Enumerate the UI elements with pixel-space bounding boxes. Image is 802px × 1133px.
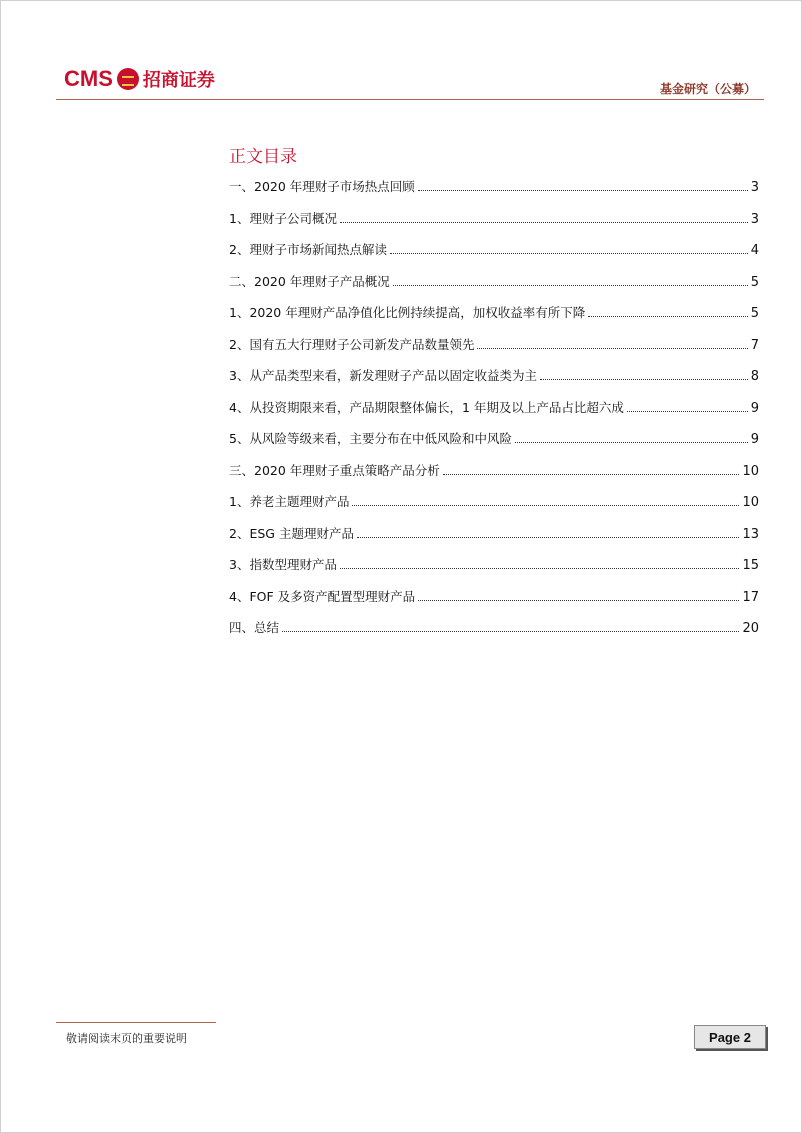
toc-entry-text: 2、ESG 主题理财产品 [229, 525, 354, 541]
toc-leader-dots [588, 316, 747, 317]
toc-leader-dots [627, 411, 748, 412]
toc-entry[interactable] [229, 177, 759, 209]
toc-entry-page: 9 [750, 400, 759, 416]
toc-entry-page: 10 [742, 495, 759, 510]
toc-entry[interactable] [229, 555, 759, 587]
toc-entry-page: 4 [750, 243, 759, 258]
toc-entry-text: 2、国有五大行理财子公司新发产品数量领先 [229, 336, 475, 352]
toc-leader-dots [540, 379, 748, 380]
toc-entry-page: 9 [750, 432, 759, 447]
toc-entry-text: 3、从产品类型来看，新发理财子产品以固定收益类为主 [229, 368, 537, 383]
toc-entry-page: 3 [750, 180, 759, 195]
table-of-contents [229, 177, 759, 650]
toc-entry[interactable] [229, 366, 759, 398]
toc-entry-page: 8 [750, 369, 759, 384]
toc-entry[interactable] [229, 272, 759, 304]
logo-chinese-name: 招商证券 [142, 70, 215, 91]
toc-entry[interactable] [229, 461, 759, 493]
toc-entry[interactable] [229, 335, 759, 367]
toc-entry-text: 3、指数型理财产品 [229, 557, 337, 572]
toc-leader-dots [282, 631, 739, 632]
page-number-badge: Page 2 [694, 1025, 766, 1049]
toc-entry-text: 4、FOF 及多资产配置型理财产品 [229, 588, 416, 604]
toc-entry[interactable] [229, 398, 759, 430]
toc-leader-dots [340, 568, 739, 569]
toc-leader-dots [390, 253, 748, 254]
toc-entry-page: 17 [742, 589, 759, 605]
toc-entry[interactable] [229, 524, 759, 556]
toc-entry-text: 二、2020 年理财子产品概况 [229, 273, 390, 289]
disclaimer-note: 敬请阅读末页的重要说明 [66, 1032, 187, 1045]
company-logo [64, 66, 215, 92]
toc-entry-page: 10 [742, 463, 759, 479]
footer-divider [56, 1022, 216, 1023]
toc-leader-dots [418, 190, 748, 191]
section-label: 基金研究（公募） [659, 82, 756, 96]
logo-badge-icon [117, 68, 139, 90]
toc-entry-page: 13 [742, 526, 759, 542]
toc-entry-page: 20 [742, 621, 759, 636]
toc-entry-page: 5 [750, 274, 759, 290]
toc-entry[interactable] [229, 240, 759, 272]
toc-entry[interactable] [229, 303, 759, 335]
toc-entry[interactable] [229, 209, 759, 241]
toc-entry-text: 三、2020 年理财子重点策略产品分析 [229, 462, 440, 478]
toc-entry-text: 一、2020 年理财子市场热点回顾 [229, 179, 415, 194]
toc-entry-text: 1、2020 年理财产品净值化比例持续提高，加权收益率有所下降 [229, 305, 586, 320]
toc-entry[interactable] [229, 492, 759, 524]
toc-leader-dots [418, 600, 739, 601]
toc-entry-text: 5、从风险等级来看，主要分布在中低风险和中风险 [229, 431, 512, 446]
toc-entry-page: 5 [750, 306, 759, 321]
toc-leader-dots [515, 442, 748, 443]
logo-cms-text: CMS [64, 66, 113, 91]
toc-entry-text: 1、理财子公司概况 [229, 210, 337, 226]
toc-entry[interactable] [229, 429, 759, 461]
toc-entry-page: 3 [750, 211, 759, 227]
toc-leader-dots [340, 222, 748, 223]
toc-title: 正文目录 [229, 147, 297, 167]
toc-entry-text: 四、总结 [229, 620, 280, 635]
toc-entry-text: 4、从投资期限来看，产品期限整体偏长，1 年期及以上产品占比超六成 [229, 399, 624, 415]
header-divider [56, 99, 764, 100]
toc-leader-dots [477, 348, 747, 349]
toc-entry[interactable] [229, 587, 759, 619]
toc-entry-page: 7 [750, 337, 759, 353]
toc-leader-dots [393, 285, 748, 286]
toc-leader-dots [357, 537, 740, 538]
toc-leader-dots [443, 474, 740, 475]
toc-entry-text: 1、养老主题理财产品 [229, 494, 350, 509]
toc-leader-dots [352, 505, 739, 506]
toc-entry-text: 2、理财子市场新闻热点解读 [229, 242, 387, 257]
toc-entry[interactable] [229, 618, 759, 650]
toc-entry-page: 15 [742, 558, 759, 573]
